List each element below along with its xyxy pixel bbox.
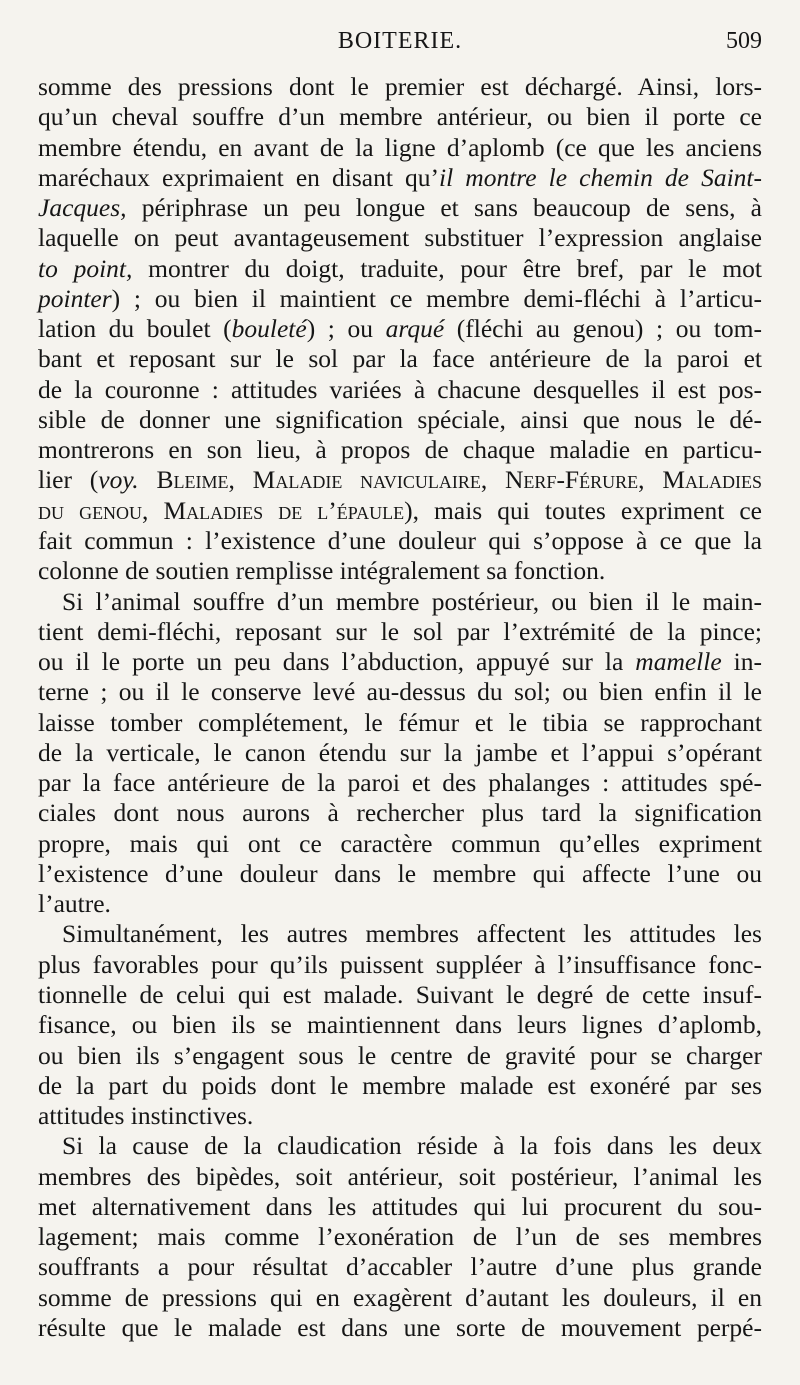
text-run: membres des bipèdes, soit antérieur, soit postérieur, l’animal les [38,1161,762,1191]
text-run [139,465,157,494]
text-line [38,223,762,253]
text-line [38,647,762,677]
text-run: colonne de soutien remplisse intégralement sa fonction. [38,556,606,586]
text-run: fisance, ou bien ils se maintiennent dans leurs lignes d’aplomb, [38,1010,762,1040]
text-line [38,919,762,949]
small-caps-run: Bleime, Maladie naviculaire, Nerf-Férure, Maladies [156,465,762,495]
text-run: résulte que le malade est dans une sorte de mouvement perpé- [38,1312,762,1342]
italic-run: Jacques, [38,193,127,223]
text-line [38,738,762,768]
text-line [38,375,762,405]
text-run: montrerons en son lieu, à propos de chaque maladie en particu- [38,435,762,465]
text-line [38,133,762,163]
text-run: Si la cause de la claudication réside à la fois dans les deux [62,1131,762,1161]
text-line [38,950,762,980]
text-run: (fléchi au genou) ; ou tom- [444,314,762,344]
text-line [38,1283,762,1313]
text-line [38,1222,762,1252]
text-run: tionnelle de celui qui est malade. Suivant le degré de cette insuf- [38,979,762,1009]
text-line [38,768,762,798]
body-text [38,72,762,1343]
italic-run: il montre le chemin de Saint- [439,162,763,192]
text-line [38,829,762,859]
text-run: somme des pressions dont le premier est déchargé. Ainsi, lors- [38,72,762,101]
text-run: ciales dont nous aurons à rechercher plus tard la signification [38,798,762,828]
italic-run: bouleté [231,314,307,344]
text-line [38,1101,762,1131]
text-run: bant et reposant sur le sol par la face antérieure de la paroi et [38,344,762,374]
text-run: attitudes instinctives. [38,1101,254,1131]
text-line [38,163,762,193]
text-run: maréchaux exprimaient en disant qu’ [38,162,440,192]
text-run: l’existence d’une douleur dans le membre qui affecte l’une ou [38,858,762,888]
text-run: qu’un cheval souffre d’un membre antérieur, ou bien il porte ce [38,102,762,132]
text-run: Simultanément, les autres membres affectent les attitudes les [62,919,762,949]
italic-run: voy. [98,465,139,495]
text-run: souffrants a pour résultat d’accabler l’autre d’une plus grande [38,1252,762,1282]
text-line [38,1131,762,1161]
text-run: sible de donner une signification spéciale, ainsi que nous le dé- [38,404,762,434]
text-run: propre, mais qui ont ce caractère commun qu’elles expriment [38,828,762,858]
text-run: de la couronne : attitudes variées à chacune desquelles il est pos- [38,374,762,404]
text-line [38,72,762,102]
text-line [38,1192,762,1222]
text-line [38,1252,762,1282]
text-run: de la part du poids dont le membre malade est exonéré par ses [38,1070,762,1100]
text-run: plus favorables pour qu’ils puissent suppléer à l’insuffisance fonc- [38,949,762,979]
text-run: ) ; ou [306,314,386,344]
text-line [38,405,762,435]
text-line [38,1071,762,1101]
text-run: in- [721,647,763,677]
text-line [38,314,762,344]
text-run: Si l’animal souffre d’un membre postérieur, ou bien il le main- [62,586,762,616]
italic-run: mamelle [635,647,722,677]
text-run: laquelle on peut avantageusement substituer l’expression anglaise [38,223,762,253]
italic-run: arqué [385,314,445,344]
text-run: de la verticale, le canon étendu sur la jambe et l’appui s’opérant [38,737,762,767]
text-line [38,889,762,919]
text-run: ou bien ils s’engagent sous le centre de gravité pour se charger [38,1040,762,1070]
text-line [38,1313,762,1343]
text-line [38,798,762,828]
text-run: périphrase un peu longue et sans beaucoup de sens, à [126,193,762,223]
text-line [38,284,762,314]
text-run: terne ; ou il le conserve levé au-dessus du sol; ou bien enfin il le [38,677,762,707]
text-run: l’autre. [38,889,111,919]
text-line [38,859,762,889]
text-line [38,254,762,284]
text-line [38,344,762,374]
text-run: tient demi-fléchi, reposant sur le sol par l’extrémité de la pince; [38,616,762,646]
text-run: met alternativement dans les attitudes qui lui procurent du sou- [38,1191,762,1221]
text-line [38,496,762,526]
text-run: membre étendu, en avant de la ligne d’aplomb (ce que les anciens [38,132,762,162]
text-run: lier ( [38,465,99,495]
text-run: somme de pressions qui en exagèrent d’autant les douleurs, il en [38,1282,762,1312]
running-head [38,28,762,62]
text-line [38,617,762,647]
text-line [38,526,762,556]
text-line [38,980,762,1010]
italic-run: pointer [38,283,112,313]
text-run: lagement; mais comme l’exonération de l’un de ses membres [38,1222,762,1252]
text-line [38,435,762,465]
text-run: ou il le porte un peu dans l’abduction, appuyé sur la [38,647,636,677]
text-line [38,587,762,617]
page-number: 509 [726,28,762,54]
text-line [38,677,762,707]
text-line [38,1041,762,1071]
text-run: ), mais qui toutes expriment ce [404,495,762,525]
text-run: lation du boulet ( [38,314,232,344]
text-line [38,193,762,223]
small-caps-run: du genou, Maladies de l’épaule [38,495,405,525]
text-line [38,708,762,738]
text-line [38,556,762,586]
italic-run: to point, [38,253,133,283]
text-line [38,1162,762,1192]
running-title: BOITERIE. [337,28,463,54]
text-line [38,1010,762,1040]
text-run: ) ; ou bien il maintient ce membre demi-fléchi à l’articu- [111,283,762,313]
text-line [38,102,762,132]
text-line [38,465,762,495]
text-run: laisse tomber complétement, le fémur et le tibia se rapprochant [38,707,762,737]
text-run: par la face antérieure de la paroi et des phalanges : attitudes spé- [38,768,762,798]
text-run: montrer du doigt, traduite, pour être bref, par le mot [132,253,762,283]
text-run: fait commun : l’existence d’une douleur qui s’oppose à ce que la [38,525,762,555]
